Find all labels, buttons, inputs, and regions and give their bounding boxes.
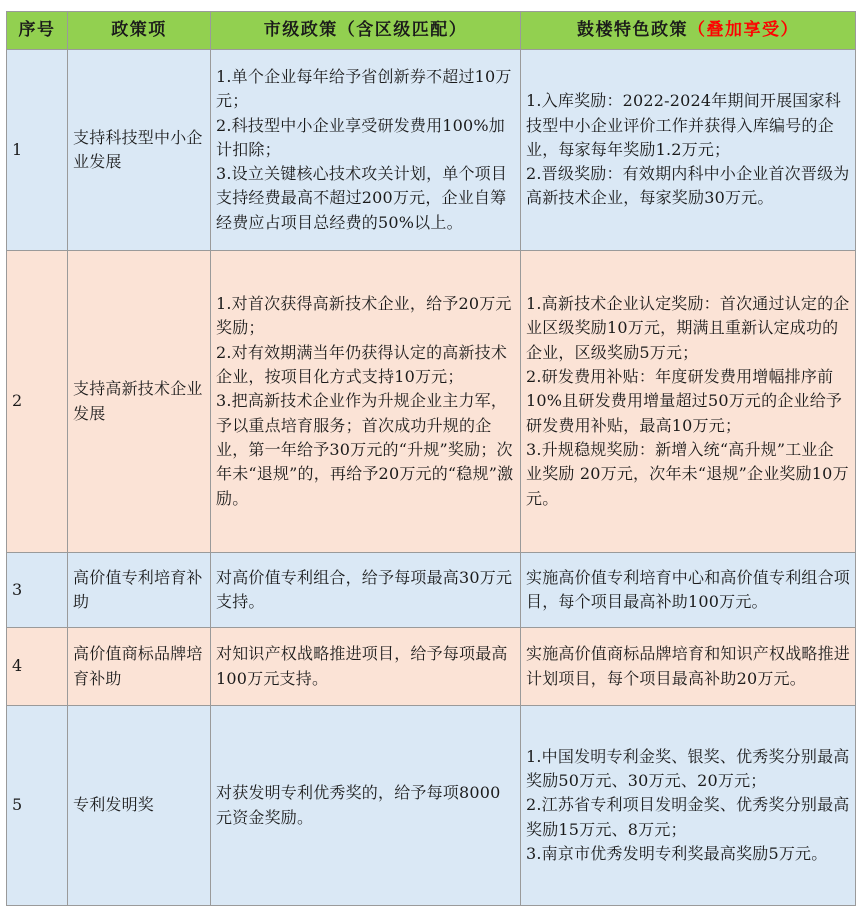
gulou-policy-line: 实施高价值专利培育中心和高价值专利组合项目，每个项目最高补助100万元。: [526, 567, 851, 611]
row-gulou-policy: [521, 251, 856, 553]
row-gulou-policy: [521, 50, 856, 251]
header-row: [7, 12, 856, 50]
row-item: 支持高新技术企业发展: [68, 251, 211, 553]
table-row: [7, 50, 856, 251]
gulou-policy-line: 2.晋级奖励：有效期内科中小企业首次晋级为高新技术企业，每家奖励30万元。: [526, 164, 850, 208]
row-gulou-policy: [521, 628, 856, 706]
city-policy-line: 2.对有效期满当年仍获得认定的高新技术企业，按项目化方式支持10万元；: [216, 342, 508, 387]
gulou-policy-line: 1.入库奖励：2022-2024年期间开展国家科技型中小企业评价工作并获得入库编号的企业，每家每年奖励1.2万元；: [526, 91, 841, 159]
row-index: 4: [7, 628, 68, 706]
city-policy-line: 对知识产权战略推进项目，给予每项最高100万元支持。: [216, 644, 508, 688]
city-policy-line: 3.设立关键核心技术攻关计划，单个项目支持经费最高不超过200万元，企业自筹经费应占项目总经费的50%以上。: [216, 164, 508, 232]
city-policy-line: 1.对首次获得高新技术企业，给予20万元奖励；: [216, 294, 512, 338]
table-row: [7, 553, 856, 628]
row-item: 专利发明奖: [68, 706, 211, 906]
row-city-policy: [211, 251, 521, 553]
row-item: 高价值商标品牌培育补助: [68, 628, 211, 706]
table-row: [7, 706, 856, 906]
row-index: 2: [7, 251, 68, 553]
row-city-policy: [211, 553, 521, 628]
row-index: 5: [7, 706, 68, 906]
row-item: 支持科技型中小企业发展: [68, 50, 211, 251]
header-city: 市级政策（含区级匹配）: [211, 12, 521, 50]
header-gulou: [521, 12, 856, 50]
gulou-policy-line: 实施高价值商标品牌培育和知识产权战略推进计划项目，每个项目最高补助20万元。: [526, 644, 851, 688]
gulou-policy-line: 1.高新技术企业认定奖励：首次通过认定的企业区级奖励10万元，期满且重新认定成功的企业，区级奖励5万元；: [526, 294, 850, 362]
row-city-policy: [211, 706, 521, 906]
city-policy-line: 对获发明专利优秀奖的，给予每项8000元资金奖励。: [216, 783, 501, 827]
city-policy-line: 对高价值专利组合，给予每项最高30万元支持。: [216, 567, 513, 611]
gulou-policy-line: 3.南京市优秀发明专利奖最高奖励5万元。: [526, 843, 828, 863]
table-row: [7, 251, 856, 553]
policy-table: [6, 11, 856, 906]
row-gulou-policy: [521, 553, 856, 628]
row-city-policy: [211, 628, 521, 706]
gulou-policy-line: 2.江苏省专利项目发明金奖、优秀奖分别最高奖励15万元、8万元；: [526, 795, 850, 839]
row-gulou-policy: [521, 706, 856, 906]
table-row: [7, 628, 856, 706]
row-item: 高价值专利培育补助: [68, 553, 211, 628]
gulou-policy-line: 1.中国发明专利金奖、银奖、优秀奖分别最高奖励50万元、30万元、20万元；: [526, 746, 850, 791]
row-index: 1: [7, 50, 68, 251]
header-item: 政策项: [68, 12, 211, 50]
row-index: 3: [7, 553, 68, 628]
header-index: 序号: [7, 12, 68, 50]
gulou-policy-line: 2.研发费用补贴：年度研发费用增幅排序前10%且研发费用增量超过50万元的企业给予研发费用补贴，最高10万元；: [526, 367, 843, 435]
city-policy-line: 3.把高新技术企业作为升规企业主力军，予以重点培育服务；首次成功升规的企业，第一年给予30万元的“升规”奖励；次年未“退规”的，再给予20万元的“稳规”激励。: [216, 391, 514, 508]
row-city-policy: [211, 50, 521, 251]
city-policy-line: 2.科技型中小企业享受研发费用100%加计扣除；: [216, 115, 506, 159]
gulou-policy-line: 3.升规稳规奖励：新增入统“高升规”工业企业奖励 20万元，次年未“退规”企业奖励10万元。: [526, 439, 849, 508]
header-gulou-highlight: （叠加享受）: [688, 20, 799, 41]
city-policy-line: 1.单个企业每年给予省创新券不超过10万元；: [216, 66, 512, 111]
header-gulou-label: 鼓楼特色政策: [577, 20, 688, 41]
